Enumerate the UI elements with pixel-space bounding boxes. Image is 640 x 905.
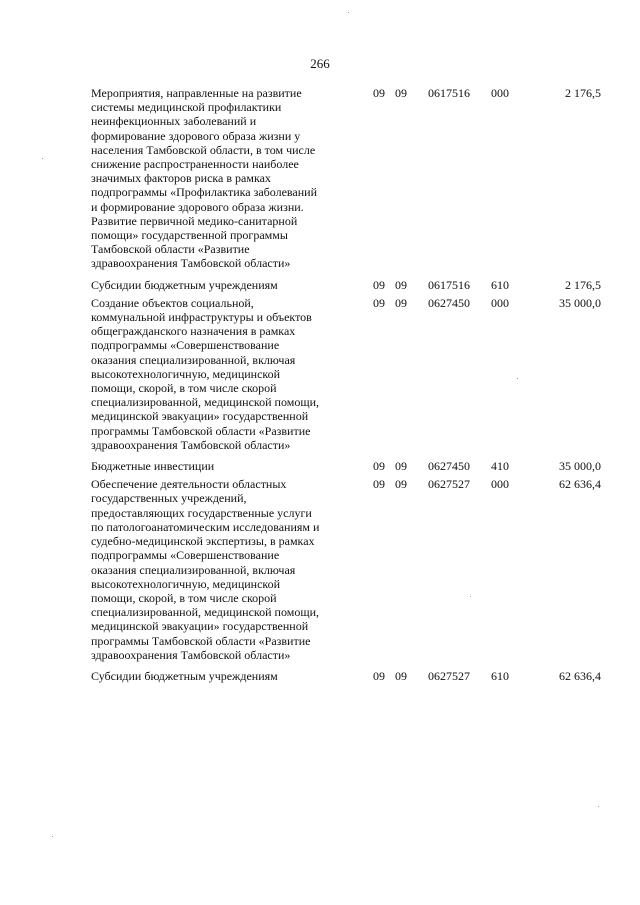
table-row bbox=[91, 477, 601, 662]
row-subsection: 09 bbox=[395, 277, 407, 292]
table-row bbox=[91, 459, 601, 473]
row-target-code: 0617516 bbox=[428, 86, 470, 100]
row-target-code: 0627450 bbox=[428, 295, 470, 310]
row-expense-type: 000 bbox=[491, 295, 509, 310]
row-amount: 2 176,5 bbox=[565, 86, 601, 100]
row-target-code: 0627527 bbox=[428, 477, 470, 492]
row-subsection: 09 bbox=[395, 477, 407, 492]
row-section: 09 bbox=[373, 668, 385, 683]
row-subsection: 09 bbox=[395, 86, 407, 100]
row-amount: 62 636,4 bbox=[559, 668, 601, 683]
row-expense-type: 610 bbox=[491, 277, 509, 292]
row-section: 09 bbox=[373, 86, 385, 100]
row-target-code: 0627450 bbox=[428, 459, 470, 474]
row-subsection: 09 bbox=[395, 459, 407, 474]
row-name: Мероприятия, направленные на развитие системы медицинской профилактики неинфекционных заболеваний и формирование здорового образа жизни у населения Тамбовской области, в том числе снижение распространенности наиболее значимых факторов риска в рамках подпрограммы «Профилактика заболеваний и формирование здорового образа жизни. Развитие первичной медико-санитарной помощи» государственной программы Тамбовской области «Развитие здравоохранения Тамбовской области» bbox=[91, 86, 318, 271]
scan-speck bbox=[470, 596, 471, 597]
table-row bbox=[91, 86, 601, 271]
row-name: Субсидии бюджетным учреждениям bbox=[91, 668, 278, 683]
row-expense-type: 610 bbox=[491, 668, 509, 683]
budget-table bbox=[91, 86, 601, 683]
row-amount: 35 000,0 bbox=[559, 459, 601, 474]
row-subsection: 09 bbox=[395, 668, 407, 683]
row-amount: 62 636,4 bbox=[559, 477, 601, 492]
table-row bbox=[91, 278, 601, 292]
row-section: 09 bbox=[373, 477, 385, 492]
page-number: 266 bbox=[310, 56, 330, 71]
scan-speck bbox=[348, 12, 349, 13]
row-expense-type: 410 bbox=[491, 459, 509, 474]
row-name: Субсидии бюджетным учреждениям bbox=[91, 277, 278, 292]
scan-speck bbox=[52, 836, 53, 837]
row-section: 09 bbox=[373, 295, 385, 310]
row-name: Создание объектов социальной, коммунальной инфраструктуры и объектов общегражданского назначения в рамках подпрограммы «Совершенствование оказания специализированной, включая высокотехнологичную, медицинской помощи, скорой, в том числе скорой специализированной, медицинской помощи, медицинской эвакуации» государственной программы Тамбовской области «Развитие здравоохранения Тамбовской области» bbox=[91, 295, 319, 452]
row-section: 09 bbox=[373, 277, 385, 292]
table-row bbox=[91, 669, 601, 683]
row-name: Бюджетные инвестиции bbox=[91, 459, 215, 474]
row-section: 09 bbox=[373, 459, 385, 474]
row-amount: 35 000,0 bbox=[559, 295, 601, 310]
row-expense-type: 000 bbox=[491, 86, 509, 100]
row-subsection: 09 bbox=[395, 295, 407, 310]
row-name: Обеспечение деятельности областных государственных учреждений, предоставляющих государственные услуги по патологоанатомическим исследованиям и судебно-медицинской экспертизы, в рамках подпрограммы «Совершенствование оказания специализированной, включая высокотехнологичную, медицинской помощи, скорой, в том числе скорой специализированной, медицинской помощи, медицинской эвакуации» государственной программы Тамбовской области «Развитие здравоохранения Тамбовской области» bbox=[91, 477, 320, 662]
table-row bbox=[91, 296, 601, 452]
scan-speck bbox=[598, 806, 599, 807]
row-amount: 2 176,5 bbox=[565, 277, 601, 292]
scan-speck bbox=[517, 378, 518, 379]
row-target-code: 0627527 bbox=[428, 668, 470, 683]
row-target-code: 0617516 bbox=[428, 277, 470, 292]
scan-speck bbox=[42, 158, 43, 159]
row-expense-type: 000 bbox=[491, 477, 509, 492]
